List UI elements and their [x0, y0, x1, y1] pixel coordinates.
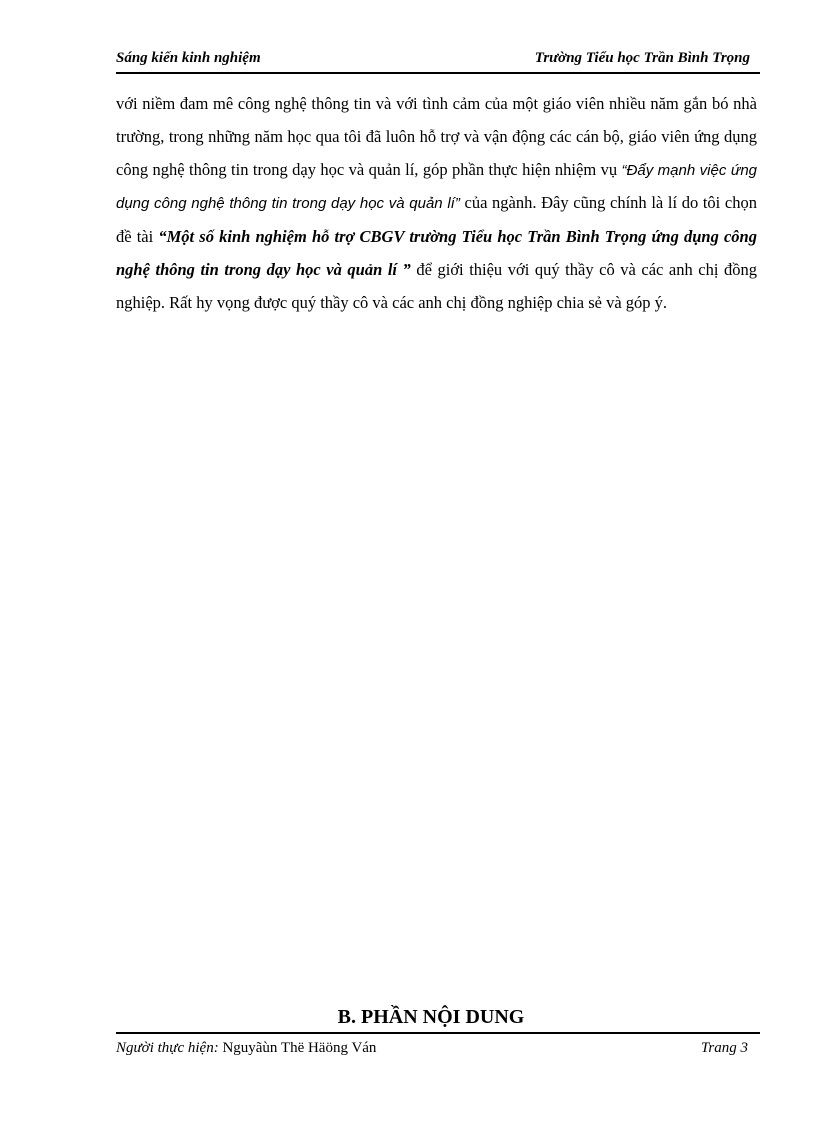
body-text-part1: với niềm đam mê công nghệ thông tin và với tình cảm của một giáo viên nhiều năm gắn bó nhà trường, trong những năm học qua tôi đã luôn hỗ trợ và vận động các cán bộ, giáo viên ứng dụng công nghệ thông tin trong dạy học và quản lí, góp phần thực hiện nhiệm vụ [116, 94, 757, 179]
page-header [116, 48, 760, 74]
footer-page-number: Trang 3 [700, 1040, 748, 1056]
body-text-part3: để giới thiệu với quý thầy cô và các anh chị đồng nghiệp. Rất hy vọng được quý thầy cô và các anh chị đồng nghiệp chia sẻ và góp ý. [116, 259, 757, 312]
body-text-part2: của ngành. Đây cũng chính là lí do tôi chọn đề tài [116, 193, 757, 247]
body-paragraph [116, 88, 757, 320]
header-document-type: Sáng kiến kinh nghiệm [116, 50, 261, 66]
footer-author-label: Người thực hiện: [116, 1040, 219, 1056]
footer-author [116, 1040, 376, 1057]
body-quote: “Đẩy mạnh việc ứng dụng công nghệ thông tin trong dạy học và quản lí” [116, 161, 758, 213]
body-topic-title: “Một số kinh nghiệm hỗ trợ CBGV trường Tiểu học Trần Bình Trọng ứng dụng công nghệ thông tin trong dạy học và quản lí ” [116, 227, 757, 279]
page-footer [116, 1032, 760, 1060]
section-title: B. PHẦN NỘI DUNG [337, 1006, 525, 1028]
header-school-name: Trường Tiểu học Trần Bình Trọng [534, 50, 750, 66]
footer-author-name: Nguyãùn Thë Häöng Ván [218, 1040, 377, 1056]
